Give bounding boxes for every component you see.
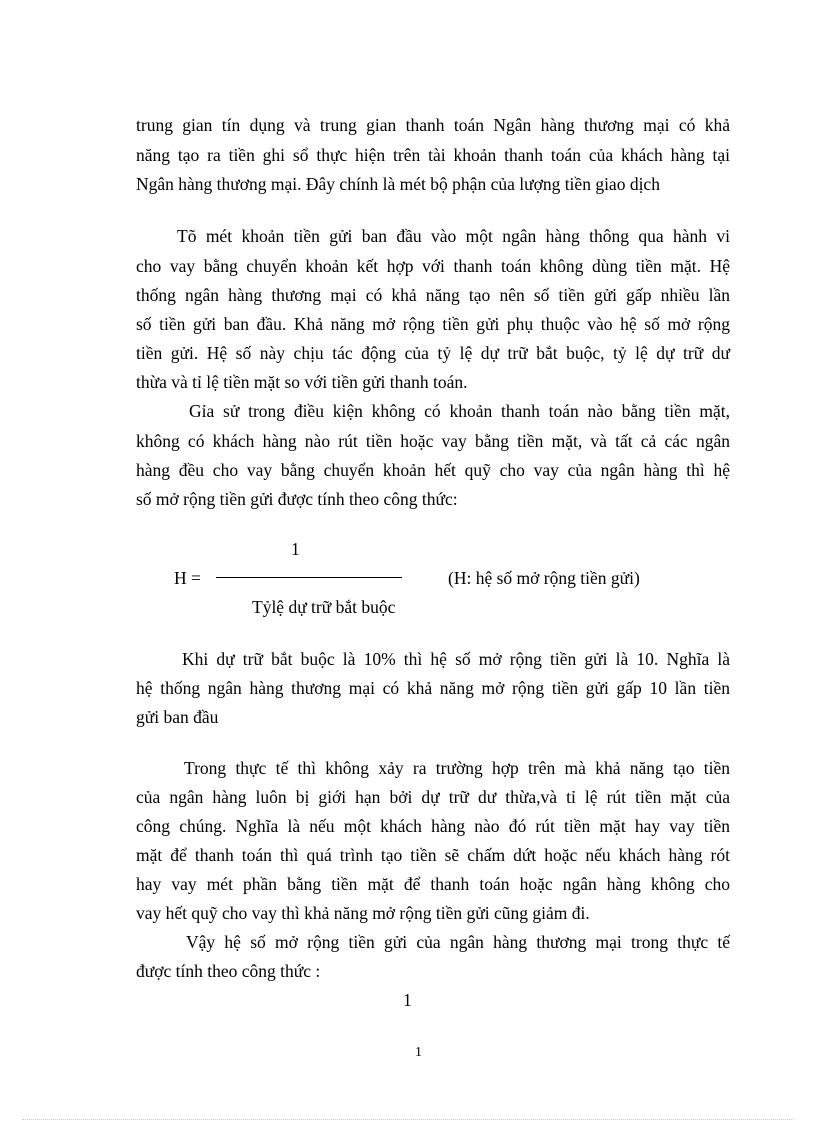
formula-lhs: H =: [174, 568, 201, 588]
paragraph-line: Khi dự trữ bắt buộc là 10% thì hệ số mở rộng tiền gửi là 10. Nghĩa là: [182, 649, 730, 669]
paragraph-line: gửi ban đầu: [136, 707, 219, 727]
paragraph-line: của ngân hàng luôn bị giới hạn bởi dự trữ dư thừa,và tỉ lệ rút tiền mặt của: [136, 787, 730, 807]
page-boundary: [22, 1119, 794, 1120]
formula-numerator: 1: [291, 539, 300, 559]
paragraph-line: thừa và tỉ lệ tiền mặt so với tiền gửi thanh toán.: [136, 372, 468, 392]
formula-note: (H: hệ số mở rộng tiền gửi): [448, 568, 640, 588]
paragraph-line: hàng đều cho vay bằng chuyển khoản hết quỹ cho vay của ngân hàng thì hệ: [136, 460, 730, 480]
paragraph-line: hay vay mét phần bằng tiền mặt để thanh toán hoặc ngân hàng không cho: [136, 874, 730, 894]
paragraph-line: không có khách hàng nào rút tiền hoặc vay bằng tiền mặt, và tất cả các ngân: [136, 431, 730, 451]
paragraph-line: Vậy hệ số mở rộng tiền gửi của ngân hàng thương mại trong thực tế: [186, 932, 730, 952]
paragraph-line: công chúng. Nghĩa là nếu một khách hàng nào đó rút tiền mặt hay vay tiền: [136, 816, 730, 836]
paragraph-line: vay hết quỹ cho vay thì khả năng mở rộng tiền gửi cũng giảm đi.: [136, 903, 590, 923]
paragraph-line: Gỉa sử trong điều kiện không có khoản thanh toán nào bằng tiền mặt,: [189, 401, 730, 421]
paragraph-line: mặt để thanh toán thì quá trình tạo tiền sẽ chấm dứt hoặc nếu khách hàng rót: [136, 845, 730, 865]
paragraph-line: Ngân hàng thương mại. Đây chính là mét bộ phận của lượng tiền giao dịch: [136, 174, 660, 194]
paragraph-line: thống ngân hàng thương mại có khả năng tạo nên số tiền gửi gấp nhiều lần: [136, 285, 730, 305]
formula-numerator: 1: [403, 990, 412, 1010]
fraction-bar: [216, 577, 402, 578]
paragraph-line: hệ thống ngân hàng thương mại có khả năng mở rộng tiền gửi gấp 10 lần tiền: [136, 678, 730, 698]
paragraph-line: năng tạo ra tiền ghi sổ thực hiện trên tài khoản thanh toán của khách hàng tại: [136, 145, 730, 165]
paragraph-line: tiền gửi. Hệ số này chịu tác động của tỷ lệ dự trữ bắt buộc, tỷ lệ dự trữ dư: [136, 343, 730, 363]
paragraph-line: Tõ mét khoản tiền gửi ban đầu vào một ngân hàng thông qua hành vi: [177, 226, 730, 246]
paragraph-line: cho vay bằng chuyển khoản kết hợp với thanh toán không dùng tiền mặt. Hệ: [136, 256, 730, 276]
paragraph-line: trung gian tín dụng và trung gian thanh toán Ngân hàng thương mại có khả: [136, 115, 730, 135]
paragraph-line: được tính theo công thức :: [136, 961, 321, 981]
page-number: 1: [415, 1045, 422, 1060]
paragraph-line: Trong thực tế thì không xảy ra trường hợp trên mà khả năng tạo tiền: [184, 758, 730, 778]
formula-denominator: Tỷlệ dự trữ bắt buộc: [252, 597, 396, 617]
paragraph-line: số mở rộng tiền gửi được tính theo công thức:: [136, 489, 458, 509]
paragraph-line: số tiền gửi ban đầu. Khả năng mở rộng tiền gửi phụ thuộc vào hệ số mở rộng: [136, 314, 730, 334]
